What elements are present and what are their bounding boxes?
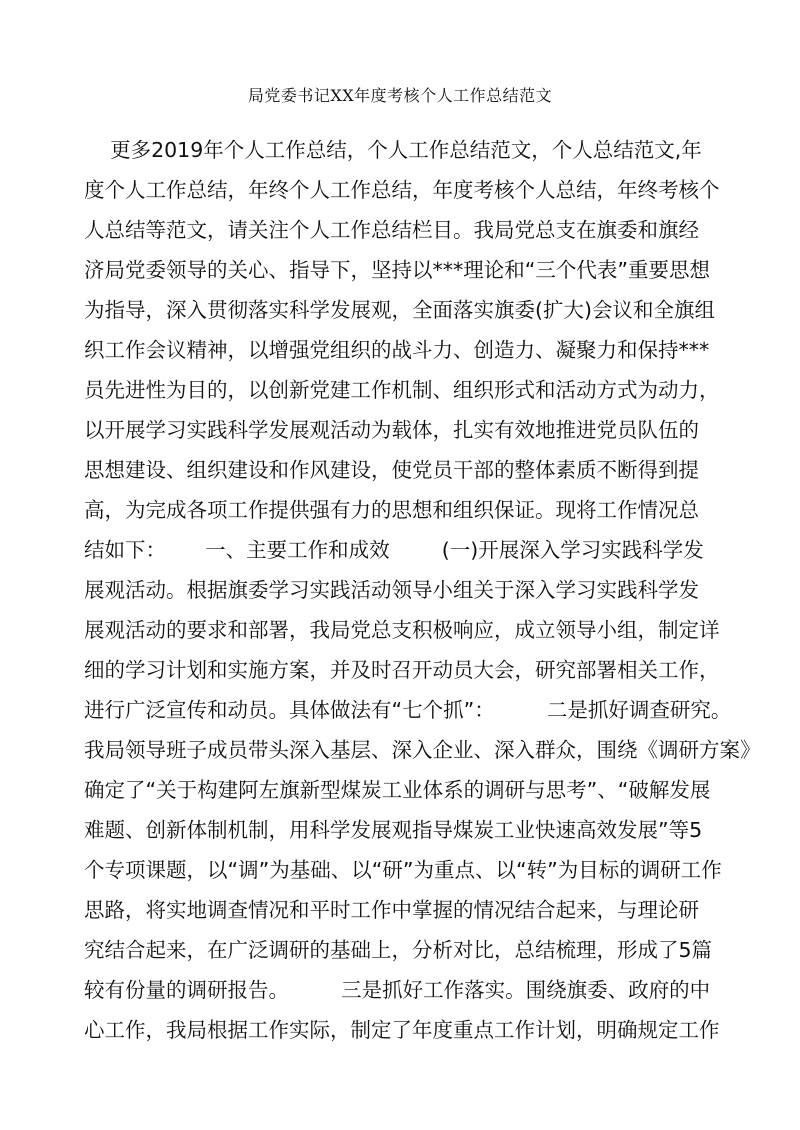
body-line-12: 展观活动。根据旗委学习实践活动领导小组关于深入学习实践科学发	[84, 578, 699, 602]
body-line-4: 济局党委领导的关心、指导下，坚持以***理论和“三个代表”重要思想	[84, 258, 710, 282]
body-line-21: 究结合起来，在广泛调研的基础上，分析对比，总结梳理，形成了5篇	[84, 938, 713, 962]
body-line-11: 结如下： 一、主要工作和成效 (一)开展深入学习实践科学发	[84, 538, 704, 562]
body-line-9: 思想建设、组织建设和作风建设，使党员干部的整体素质不断得到提	[84, 458, 699, 482]
body-line-14: 细的学习计划和实施方案，并及时召开动员大会，研究部署相关工作，	[84, 658, 720, 682]
body-line-2: 度个人工作总结，年终个人工作总结，年度考核个人总结，年终考核个	[84, 178, 720, 202]
body-line-19: 个专项课题，以“调”为基础、以“研”为重点、以“转”为目标的调研工作	[84, 858, 722, 882]
body-line-16: 我局领导班子成员带头深入基层、深入企业、深入群众，围绕《调研方案》	[84, 738, 761, 762]
body-line-13: 展观活动的要求和部署，我局党总支积极响应，成立领导小组，制定详	[84, 618, 720, 642]
body-line-10: 高，为完成各项工作提供强有力的思想和组织保证。现将工作情况总	[84, 498, 699, 522]
body-line-7: 员先进性为目的，以创新党建工作机制、组织形式和活动方式为动力，	[84, 378, 720, 402]
body-line-17: 确定了“关于构建阿左旗新型煤炭工业体系的调研与思考”、“破解发展	[84, 778, 711, 802]
body-line-15: 进行广泛宣传和动员。具体做法有“七个抓”： 二是抓好调查研究。	[84, 698, 732, 722]
body-line-23: 心工作，我局根据工作实际，制定了年度重点工作计划，明确规定工作	[84, 1018, 720, 1042]
body-line-20: 思路，将实地调查情况和平时工作中掌握的情况结合起来，与理论研	[84, 898, 699, 922]
body-line-1: 更多2019年个人工作总结，个人工作总结范文，个人总结范文,年	[84, 138, 702, 162]
body-line-6: 织工作会议精神，以增强党组织的战斗力、创造力、凝聚力和保持***	[84, 338, 710, 362]
body-line-22: 较有份量的调研报告。 三是抓好工作落实。围绕旗委、政府的中	[84, 978, 711, 1002]
body-line-18: 难题、创新体制机制，用科学发展观指导煤炭工业快速高效发展”等5	[84, 818, 703, 842]
document-title: 局党委书记XX年度考核个人工作总结范文	[247, 86, 553, 105]
body-line-5: 为指导，深入贯彻落实科学发展观，全面落实旗委(扩大)会议和全旗组	[84, 298, 715, 322]
body-line-3: 人总结等范文，请关注个人工作总结栏目。我局党总支在旗委和旗经	[84, 218, 699, 242]
body-line-8: 以开展学习实践科学发展观活动为载体，扎实有效地推进党员队伍的	[84, 418, 699, 442]
